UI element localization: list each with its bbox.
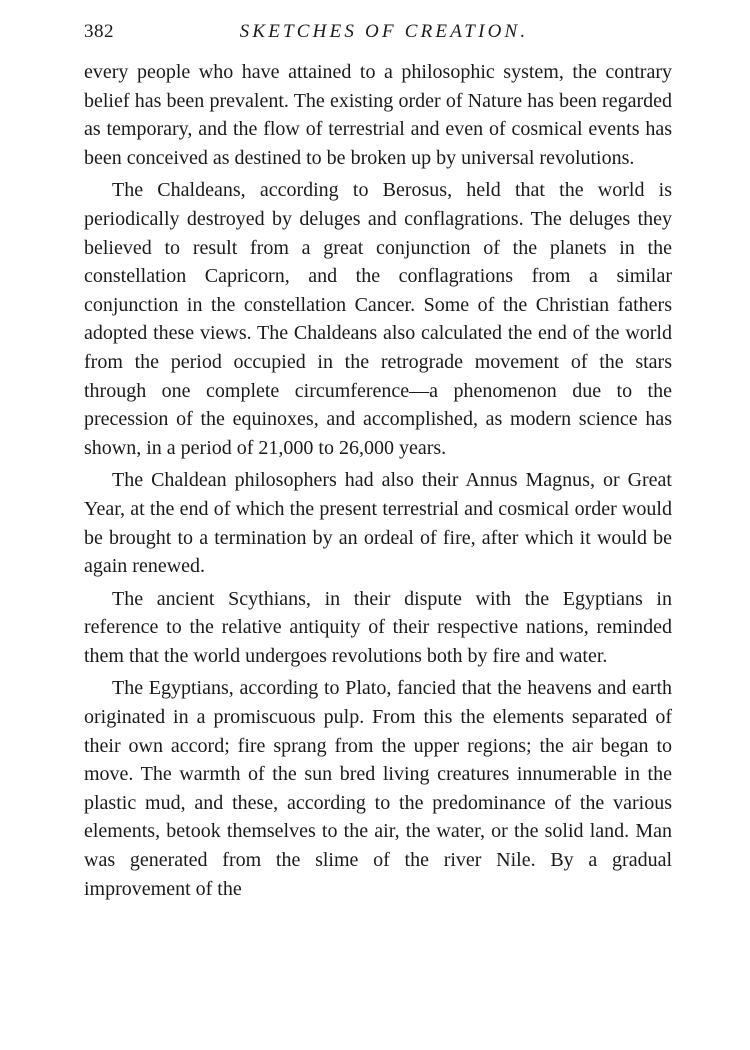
running-title: SKETCHES OF CREATION. xyxy=(239,21,529,42)
page-number: 382 xyxy=(84,21,114,42)
paragraph-chaldeans: The Chaldeans, according to Berosus, held that the world is periodically destroyed by deluges and conflagrations. The deluges they believed to result from a great conjunction of the planets in the constellation Capricorn, and the conflagrations from a similar conjunction in the constellation Cancer. Some of the Christian fathers adopted these views. The Chaldeans also calculated the end of the world from the period occupied in the retrograde movement of the stars through one complete circumference—a phenomenon due to the precession of the equinoxes, and accomplished, as modern science has shown, in a period of 21,000 to 26,000 years. xyxy=(84,179,672,459)
book-page xyxy=(84,18,672,907)
paragraph-great-year: The Chaldean philosophers had also their Annus Magnus, or Great Year, at the end of which the present terrestrial and cosmical order would be brought to a termination by an ordeal of fire, after which it would be again renewed. xyxy=(84,469,672,578)
paragraph-egyptians: The Egyptians, according to Plato, fancied that the heavens and earth originated in a promiscuous pulp. From this the elements separated of their own accord; fire sprang from the upper regions; the air began to move. The warmth of the sun bred living creatures innumerable in the plastic mud, and these, according to the predominance of the various elements, betook themselves to the air, the water, or the solid land. Man was generated from the slime of the river Nile. By a gradual improvement of the xyxy=(84,677,672,900)
paragraph-scythians: The ancient Scythians, in their dispute with the Egyptians in reference to the relative antiquity of their respective nations, reminded them that the world undergoes revolutions both by fire and water. xyxy=(84,587,672,667)
paragraph-continuation: every people who have attained to a philosophic system, the contrary belief has been prevalent. The existing order of Nature has been regarded as temporary, and the flow of terrestrial and even of cosmical events has been conceived as destined to be broken up by universal revolutions. xyxy=(84,61,672,169)
body-text xyxy=(84,58,672,903)
running-head xyxy=(84,18,672,50)
